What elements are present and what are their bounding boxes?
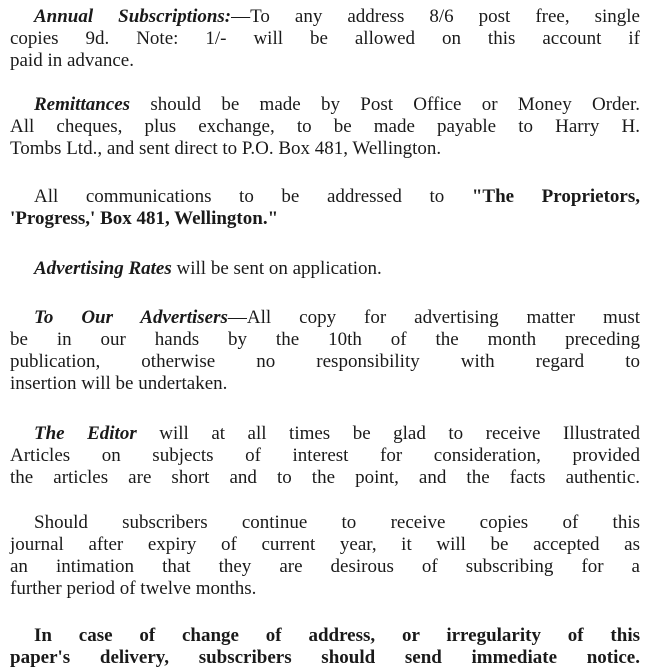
editor-line-2: Articles on subjects of interest for consideration, provided — [10, 445, 640, 466]
subscribers-notice — [10, 512, 640, 600]
subscribers-line-2: journal after expiry of current year, it will be accepted as — [10, 534, 640, 555]
change-of-address-line-1: In case of change of address, or irregularity of this — [34, 625, 640, 646]
change-of-address-notice — [10, 625, 640, 669]
communications-notice — [10, 186, 640, 230]
advertisers-line-1 — [10, 307, 640, 329]
advertisers-line-3: publication, otherwise no responsibility with regard to — [10, 351, 640, 372]
subscribers-line-1: Should subscribers continue to receive copies of this — [34, 512, 640, 533]
advertisers-line-1-text: —All copy for advertising matter must — [227, 307, 640, 328]
communications-line-1 — [10, 186, 640, 208]
advertising-rates-heading: Advertising Rates — [34, 258, 172, 279]
change-of-address-line-2: paper's delivery, subscribers should send immediate notice. — [10, 647, 640, 668]
annual-line-3: paid in advance. — [10, 50, 134, 71]
remittances-line-1-text: should be made by Post Office or Money Order. — [150, 94, 640, 115]
editor-line-1-text: will at all times be glad to receive Illustrated — [159, 423, 641, 444]
advertisers-heading: To Our Advertisers — [34, 307, 228, 328]
remittances-line-2: All cheques, plus exchange, to be made payable to Harry H. — [10, 116, 640, 137]
remittances-line-3: Tombs Ltd., and sent direct to P.O. Box 481, Wellington. — [10, 138, 442, 159]
editor-line-1 — [10, 423, 640, 445]
editor-notice — [10, 423, 640, 489]
annual-subscriptions-heading: Annual Subscriptions: — [34, 6, 232, 27]
communications-proprietors: "The Proprietors, — [471, 186, 640, 207]
annual-subscriptions-notice — [10, 6, 640, 72]
advertisers-line-2: be in our hands by the 10th of the month preceding — [10, 329, 640, 350]
communications-address: 'Progress,' Box 481, Wellington." — [10, 208, 279, 229]
advertising-rates-line — [10, 258, 640, 280]
advertising-rates-text: will be sent on application. — [176, 258, 382, 279]
communications-line-1-text: All communications to be addressed to — [34, 186, 472, 207]
subscribers-line-3: an intimation that they are desirous of subscribing for a — [10, 556, 640, 577]
editor-line-3: the articles are short and to the point, and the facts authentic. — [10, 467, 640, 488]
editor-heading: The Editor — [34, 423, 137, 444]
annual-line-2: copies 9d. Note: 1/- will be allowed on this account if — [10, 28, 640, 49]
advertisers-line-4: insertion will be undertaken. — [10, 373, 228, 394]
advertisers-notice — [10, 307, 640, 395]
advertising-rates-notice — [10, 258, 640, 280]
remittances-line-1 — [10, 94, 640, 116]
annual-line-1-text: —To any address 8/6 post free, single — [231, 6, 640, 27]
annual-line-1 — [10, 6, 640, 28]
remittances-heading: Remittances — [34, 94, 131, 115]
remittances-notice — [10, 94, 640, 160]
subscribers-line-4: further period of twelve months. — [10, 578, 257, 599]
